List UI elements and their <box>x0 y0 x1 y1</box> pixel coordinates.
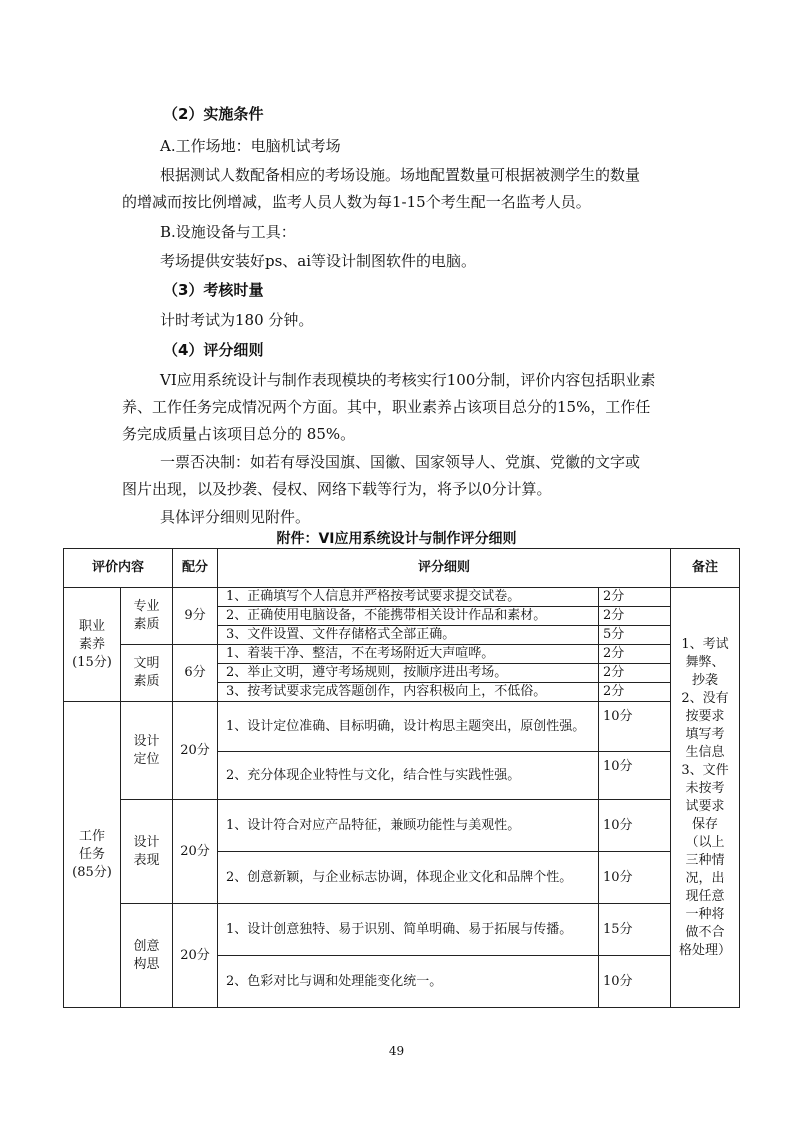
criterion-score: 10分 <box>599 752 671 800</box>
category-professional-quality: 职业 素养 (15分) <box>64 588 121 702</box>
grading-table <box>63 548 740 1008</box>
table-row <box>64 904 740 956</box>
section-heading-duration: （3）考核时量 <box>163 281 264 299</box>
criterion-score: 2分 <box>599 607 671 626</box>
criterion-score: 2分 <box>599 645 671 664</box>
criterion-score: 2分 <box>599 588 671 607</box>
table-caption: 附件：VI应用系统设计与制作评分细则 <box>276 531 517 547</box>
criterion-score: 10分 <box>599 852 671 904</box>
section-heading-scoring: （4）评分细则 <box>163 341 264 359</box>
criterion-text: 2、创意新颖，与企业标志协调，体现企业文化和品牌个性。 <box>218 852 599 904</box>
venue-body-line-1: 根据测试人数配备相应的考场设施。场地配置数量可根据被测学生的数量 <box>160 166 641 184</box>
criterion-text: 2、色彩对比与调和处理能变化统一。 <box>218 956 599 1008</box>
table-header-row <box>64 549 740 588</box>
header-detail: 评分细则 <box>218 549 671 588</box>
equipment-body: 考场提供安装好ps、ai等设计制图软件的电脑。 <box>160 252 477 270</box>
criterion-text: 3、文件设置、文件存储格式全部正确。 <box>218 626 599 645</box>
scoring-para1-line2: 养、工作任务完成情况两个方面。其中，职业素养占该项目总分的15%，工作任 <box>122 398 651 416</box>
criterion-score: 10分 <box>599 800 671 852</box>
criterion-score: 15分 <box>599 904 671 956</box>
subcategory-points: 20分 <box>173 904 218 1008</box>
subcategory-design-expression: 设计 表现 <box>121 800 173 904</box>
subcategory-points: 20分 <box>173 800 218 904</box>
table-row <box>64 645 740 664</box>
criterion-score: 2分 <box>599 683 671 702</box>
table-row <box>64 800 740 852</box>
criterion-text: 3、按考试要求完成答题创作，内容积极向上，不低俗。 <box>218 683 599 702</box>
venue-body-line-2: 的增减而按比例增减，监考人员人数为每1-15个考生配一名监考人员。 <box>122 193 591 211</box>
criterion-text: 1、正确填写个人信息并严格按考试要求提交试卷。 <box>218 588 599 607</box>
scoring-para1-line1: VI应用系统设计与制作表现模块的考核实行100分制，评价内容包括职业素 <box>160 371 656 389</box>
equipment-title: B.设施设备与工具： <box>160 223 296 241</box>
criterion-text: 2、正确使用电脑设备，不能携带相关设计作品和素材。 <box>218 607 599 626</box>
subcategory-professional-competence: 专业 素质 <box>121 588 173 645</box>
table-row <box>64 702 740 752</box>
subcategory-civility: 文明 素质 <box>121 645 173 702</box>
header-remarks: 备注 <box>671 549 740 588</box>
subcategory-creative-concept: 创意 构思 <box>121 904 173 1008</box>
subcategory-design-positioning: 设计 定位 <box>121 702 173 800</box>
veto-para-line2: 图片出现，以及抄袭、侵权、网络下载等行为，将予以0分计算。 <box>122 480 552 498</box>
appendix-reference: 具体评分细则见附件。 <box>160 508 311 526</box>
category-work-task: 工作 任务 (85分) <box>64 702 121 1008</box>
header-points: 配分 <box>173 549 218 588</box>
scoring-para1-line3: 务完成质量占该项目总分的 85%。 <box>122 425 356 443</box>
header-content: 评价内容 <box>64 549 173 588</box>
duration-body: 计时考试为180 分钟。 <box>160 311 314 329</box>
table-row <box>64 588 740 607</box>
subcategory-points: 6分 <box>173 645 218 702</box>
remarks-cell: 1、考试 舞弊、 抄袭 2、没有 按要求 填写考 生信息 3、文件 未按考 试要求 保存 （以上 三种情 况，出 现任意 一种将 做不合 格处理） <box>671 588 740 1008</box>
venue-title: A.工作场地：电脑机试考场 <box>160 137 341 155</box>
criterion-text: 1、设计符合对应产品特征，兼顾功能性与美观性。 <box>218 800 599 852</box>
criterion-text: 1、设计创意独特、易于识别、简单明确、易于拓展与传播。 <box>218 904 599 956</box>
section-heading-conditions: （2）实施条件 <box>163 105 264 123</box>
veto-para-line1: 一票否决制：如若有辱没国旗、国徽、国家领导人、党旗、党徽的文字或 <box>160 453 641 471</box>
subcategory-points: 9分 <box>173 588 218 645</box>
criterion-score: 5分 <box>599 626 671 645</box>
subcategory-points: 20分 <box>173 702 218 800</box>
criterion-text: 1、设计定位准确、目标明确，设计构思主题突出，原创性强。 <box>218 702 599 752</box>
criterion-score: 10分 <box>599 702 671 752</box>
criterion-score: 2分 <box>599 664 671 683</box>
criterion-score: 10分 <box>599 956 671 1008</box>
page-number: 49 <box>388 1044 405 1058</box>
criterion-text: 1、着装干净、整洁，不在考场附近大声喧哗。 <box>218 645 599 664</box>
criterion-text: 2、充分体现企业特性与文化，结合性与实践性强。 <box>218 752 599 800</box>
criterion-text: 2、举止文明，遵守考场规则，按顺序进出考场。 <box>218 664 599 683</box>
